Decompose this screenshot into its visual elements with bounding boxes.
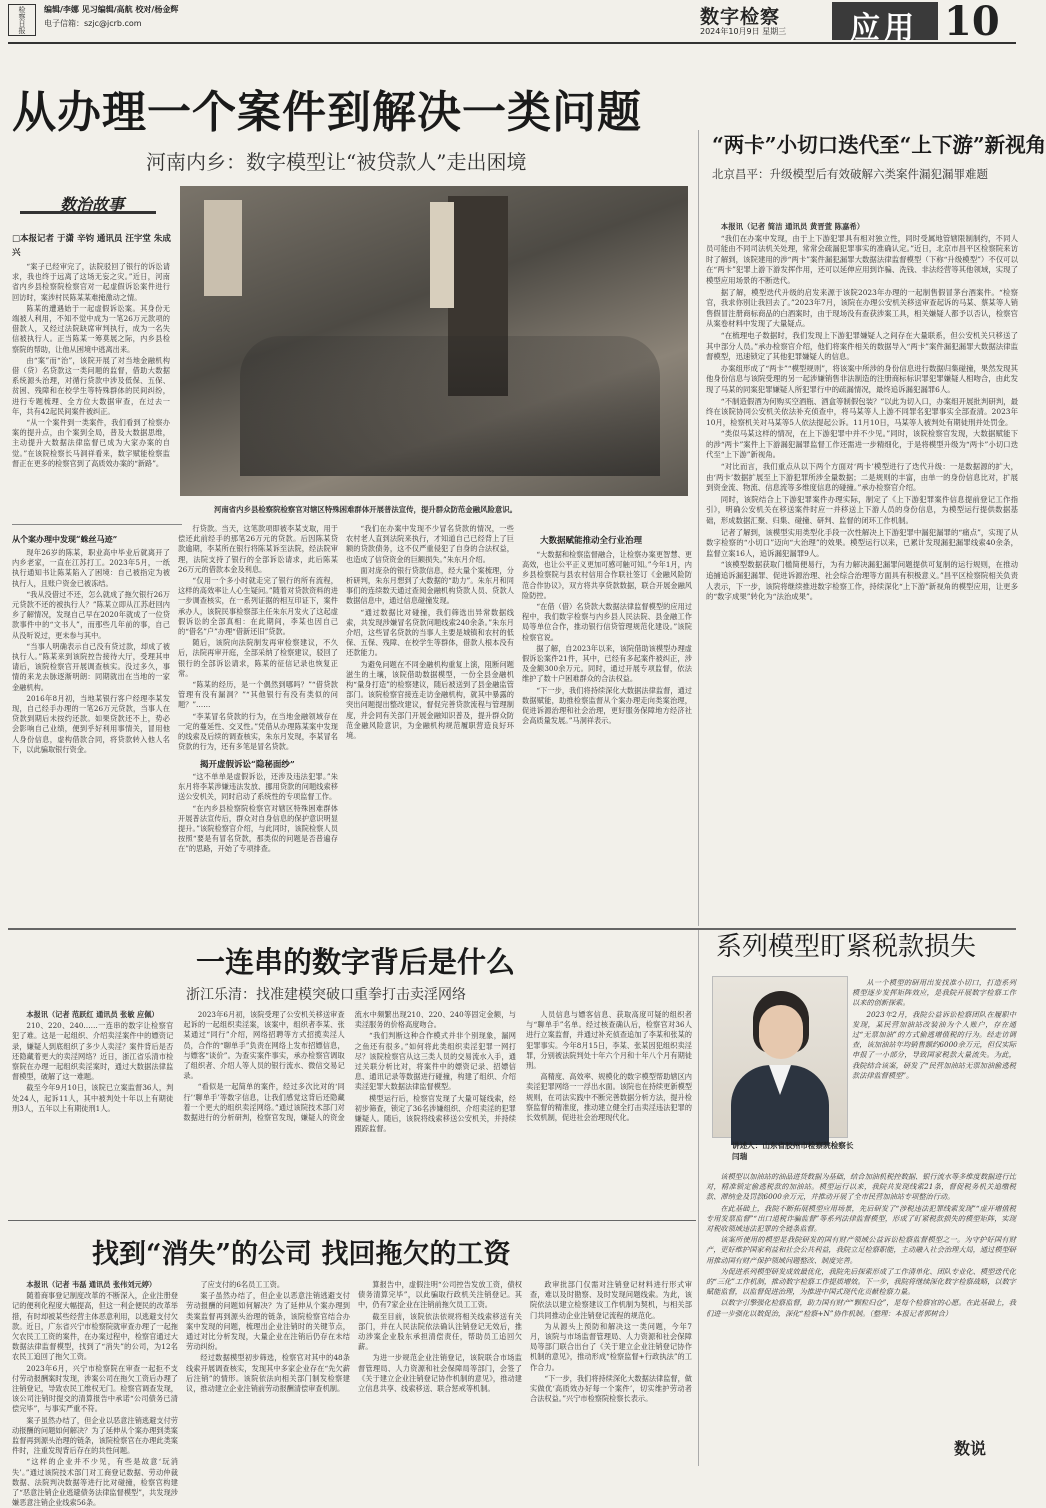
story5-col3	[358, 1280, 522, 1468]
lower-rule	[8, 1220, 696, 1221]
story3-right-column	[526, 1010, 692, 1216]
story1-lead	[12, 262, 170, 530]
story4-corner-tag: 数说	[954, 1439, 987, 1458]
paragraph: 在此基础上，我院不断拓展模型应用场景，先后研发了“涉税违法犯罪线索发现”“虚开增值税专用发票监督”“出口退税诈骗监督”等系列法律监督模型，形成了盯紧税款损失的模型矩阵，实现对税收领域违法犯罪的全链条监督。	[706, 1203, 1016, 1234]
story1-col3	[178, 524, 338, 752]
paragraph: “该模型数据获取门槛简便易行，为有力解决漏犯漏罪问题提供可复制的运行规则，在推动追捕追诉漏犯漏罪、促进诉源治理、社会综合治理等方面具有积极意义。”昌平区检察院相关负责人表示，下一步，该院将继续推进数字检察工作，持续深化“上下游”新视角的模型应用，让更多的“数字成果”转化为“法治成果”。	[706, 560, 1018, 602]
story1-title: 从办理一个案件到解决一类问题	[12, 87, 642, 138]
paragraph: “下一步，我们将持续深化大数据法律监督，通过数据赋能，助推检察监督从个案办理走向类案治理，促进诉源治理和社会治理，更好服务保障地方经济社会高质量发展。”马洞祥表示。	[522, 685, 692, 726]
paragraph: 2023年6月，兴宁市检察院在审查一起拒不支付劳动报酬案时发现，涉案公司在拖欠工资后办理了注销登记，导致农民工维权无门。检察官调查发现，该公司注销时提交的清算报告中承诺“公司债务已清偿完毕”，与事实严重不符。	[12, 1363, 178, 1414]
story4-portrait	[712, 976, 848, 1138]
paragraph: 由“案”而“治”，该院开展了对当地金融机构借（贷）名贷款这一类问题的监督，借助大数据系统源头治理，对循行贷款中涉及低保、五保、贫困、残障和在校学生等特殊群体的民间纠纷，进行专题梳理、全方位大数据审查，在过去一年，共有42起民间案件被纠正。	[12, 355, 170, 416]
paragraph: 据了解，自2023年以来，该院借助该模型办理虚假诉讼案件21件，其中，已经有多起案件被纠正，涉及金额300余万元。同时，通过开展专项监督，依法维护了数十户困难群众的合法权益。	[522, 643, 692, 684]
story1-col3-subheading: 揭开虚假诉讼“隐秘面纱”	[200, 760, 295, 770]
story3-title: 一连串的数字背后是什么	[196, 945, 516, 979]
paragraph: 以数字引擎强化检察监督，助力国有财产“颗粒归仓”，是每个检察官的心愿。在此基础上，我们进一步强化以数促治，深化“检察+N”协作机制。（整理：本报记者郭树合）	[706, 1298, 1016, 1318]
paragraph: 记者了解到，该模型实用类型化手段一次性解决上下游犯罪中漏犯漏罪的“痛点”，实现了从数字检察的“小切口”迈向“大治理”的效果。模型运行以来，已累计发现漏犯漏罪线索40余条，监督立案16人，追诉漏犯漏罪9人。	[706, 527, 1018, 558]
story1-photo	[180, 186, 688, 496]
paragraph: 为避免问题在不同金融机构重复上演，阻断问题滋生的土壤，该院借助数据模型，一份全县金融机构“量身打造”的检察建议，随后被送到了县金融监管部门。该院检察官接连走访金融机构，就其中暴露的突出问题提出整改建议，督促完善贷款流程与管理制度，并会同有关部门开展金融知识普及，提升群众防范金融风险意识，为金融机构规范履职营造良好环境。	[346, 659, 514, 741]
paragraph: 为从源头上预防和解决这一类问题，今年7月，该院与市场监督管理局、人力资源和社会保障局等部门联合出台了《关于建立企业注销登记协作机制的意见》，推动形成“检察监督+行政执法”的工作合力。	[530, 1321, 692, 1372]
photo-crowd	[240, 336, 660, 476]
paragraph: “我从没借过不还，怎么就成了拖欠银行26万元贷款不还的被执行人？”陈某立即从江苏赶回内乡了解情况，发现自己早在2020年就成了一位贷款事件中的“文书人”，而那些几年前的事，自己从没听说过，更未参与其中。	[12, 589, 170, 640]
story3-body	[12, 1010, 516, 1216]
paragraph: “我们判断这种合作模式并非个别现象，漏网之鱼还有很多。”如何将此类组织卖淫犯罪一网打尽？该院检察官从这三类人员的交易流水入手，通过关联分析比对，将案件中的嫖资记录、招嫖信息、通讯记录等数据进行碰撞，构建了组织、介绍卖淫犯罪大数据法律监督模型。	[354, 1031, 516, 1092]
paragraph: “我们在办案中发现不少冒名贷款的情况，一些农村老人直到法院来执行，才知道自己已经背上了巨额的贷款债务，这不仅严重侵犯了自身的合法权益，也造成了信贷资金的巨额损失。”朱东月介绍。	[346, 524, 514, 564]
paragraph: 为促进系列模型研发成效最优化，我院先后探索形成了工作清单化、团队专业化、模型迭代化的“三化”工作机制，推动数字检察工作提质增效。下一步，我院将继续深化数字检察战略，以数字赋能监督，以监督促进治理，为推进中国式现代化贡献检察力量。	[706, 1266, 1016, 1297]
paragraph: “下一步，我们将持续深化大数据法律监督，做实做优‘高质效办好每一个案件’，切实维护劳动者合法权益。”兴宁市检察院检察长表示。	[530, 1373, 692, 1404]
story2-body	[706, 222, 1018, 922]
paragraph: 随着商事登记制度改革的不断深入，企业注册登记的便利化程度大幅提高，但这一利企便民的改革举措，有时却被某些经营主体恶意利用，以逃避支付欠款。近日，广东省兴宁市检察院就审查办理了一起拖欠农民工工资的案件，在办案过程中，检察官通过大数据法律监督模型，找到了“消失”的公司，为12名农民工追回了拖欠工资。	[12, 1291, 178, 1362]
story3-byline: 本报讯（记者 范跃红 通讯员 张敏 应佩）	[26, 1010, 159, 1019]
paragraph: 政审批部门仅需对注销登记材料进行形式审查，难以及时勘察、及时发现问题线索。为此，该院依法以建立检察建议工作机制为契机，与相关部门共同推动企业注销登记流程的规范化。	[530, 1280, 692, 1320]
paragraph: 案子虽然办结了，但企业以恶意注销逃避支付劳动报酬的问题如何解决？为了延伸从个案办理到类案监督再到源头治理的链条，该院检察官结合办案中发现的问题，梳理出企业注销时的关键节点，通过对比分析发现，大量企业在注销后仍存在未结劳动纠纷。	[186, 1291, 350, 1352]
paragraph: 面对庞杂的银行贷款信息，经大量个案梳理，分析研判，朱东月想到了大数据的“助力”。朱东月和同事们的连续数天通过查阅金融机构贷款人员、贷款人数据信息中，通过信息碰撞发现。	[346, 565, 514, 606]
header-page-number: 10	[944, 0, 1000, 45]
column-divider	[698, 130, 699, 926]
header-category: 应用	[850, 11, 918, 46]
story4-body	[706, 1172, 1016, 1434]
header-rule	[8, 42, 1016, 44]
paragraph: “这样的企业并不少见，有些是故意‘玩消失’。”通过该院技术部门对工商登记数据、劳动仲裁数据、法院判决数据等进行比对碰撞，检察官构建了“恶意注销企业逃避债务法律监督模型”，共发现涉嫌恶意注销企业线索56条。	[12, 1457, 178, 1508]
story1-col3-cont	[178, 772, 338, 922]
paragraph: “从一个案件到一类案件，我们看到了检察办案的提升点，由个案到全局，普及大数据思维，主动提升大数据法律监督已成为大家办案的自觉。”在该院检察长马洞祥看来，数字赋能检察监督正在更多的检察官到了高质效办案的“新路”。	[12, 418, 170, 468]
header-section: 数字检察	[700, 6, 781, 28]
story1-byline: □本报记者 于潇 辛钧 通讯员 汪宇堂 朱成兴	[12, 234, 171, 258]
story4-portrait-caption: 讲述人：山东省胶州市检察院检察长 闫瑞	[732, 1141, 854, 1161]
paragraph: “在梳理电子数据时，我们发现上下游犯罪嫌疑人之间存在大量联系，但公安机关只移送了其中部分人员。”承办检察官介绍，他们将案件相关的数据导入“两卡”案件漏犯漏罪大数据法律监督模型，迅速锁定了其他犯罪嫌疑人的信息。	[706, 330, 1018, 362]
paragraph: 经过数据模型初步筛选，检察官对其中的48条线索开展调查核实，发现其中多家企业存在“先欠薪后注销”的情形。该院依法向相关部门制发检察建议，推动建立企业注销前劳动报酬清偿审查机制。	[186, 1353, 350, 1394]
story1-bottom-rule	[12, 524, 182, 525]
header-staff: 编辑/李娜 见习编辑/高航 校对/杨金辉	[44, 5, 179, 14]
story1-col4	[346, 524, 514, 924]
paragraph: “类似马某这样的情况，在上下游犯罪中并不少见。”同时，该院检察官发现，大数据赋能下的涉“两卡”案件上下游漏犯漏罪监督工作还需进一步精细化，于是将模型升级为“两卡”小切口迭代至“上下游”新视角。	[706, 429, 1018, 460]
paragraph: 从一个模型的研用出发找准小切口，打造系列模型逐步发挥矩阵效应，是我院开展数字检察工作以来的创新探索。	[852, 978, 1016, 1008]
paragraph: “不制造假酒为何购买空酒瓶、酒盒等制假包装？”以此为切入口，办案组开展批判研判，最终在该院协同公安机关依法补充侦查中，将马某等人上游不同罪名犯罪事实全部查清。2023年10月，检察机关对马某等5人依法提起公诉。11月10日，马某等人被判处有期徒刑并处罚金。	[706, 396, 1018, 427]
paragraph: “看似是一起简单的案件，经过多次比对的‘同行’‘聊单手’等数字信息，让我们感觉这背后还隐藏着一个更大的组织卖淫网络。”通过该院技术部门对数据进行的分析研判，检察官发现，嫌疑人的资金流水中频繁出现210、220、240等固定金额，与卖淫服务的价格高度吻合。	[183, 1010, 516, 1123]
portrait-face	[759, 1005, 803, 1059]
paragraph: “陈某的经历，是一个偶然到哪吗？”“借贷款管理有没有漏洞？”“其他银行有没有类似的问题？”……	[178, 680, 338, 710]
paragraph: 据了解，模型迭代升级的启发来源于该院2023年办理的一起制售假冒茅台酒案件。“检察官，我求你别让我回去了。”2023年7月，该院在办理公安机关移送审查起诉的马某、蔡某等人销售假冒注册商标商品的白酒案时，由于现场没有查获涉案工具，相关嫌疑人都予以否认，检察官从案卷材料中发现了大量疑点。	[706, 287, 1018, 329]
paragraph: 截至目前，该院依法依规将相关线索移送有关部门，并在人民法院依法确认注销登记无效后，推动涉案企业股东承担清偿责任，帮助员工追回欠薪。	[358, 1311, 522, 1352]
paragraph: 该案所使用的模型是我院研发的国有财产领域公益诉讼检察监督模型之一。为守护好国有财产，更好维护国家利益和社会公共利益，我院立足检察职能，主动融入社会治理大局，通过模型研用推动国有财产保护领域问题整改、制度完善。	[706, 1235, 1016, 1265]
paragraph: 模型运行后，检察官发现了大量可疑线索，经初步筛查，锁定了36名涉嫌组织、介绍卖淫的犯罪嫌疑人。随后，该院将线索移送公安机关，并持续跟踪监督。	[354, 1093, 516, 1134]
story2-subtitle: 北京昌平：升级模型后有效破解六类案件漏犯漏罪难题	[712, 167, 988, 181]
paragraph: “当事人明确表示自己没有贷过款，却成了被执行人。”陈某来到该院控告接待大厅，受理其申请后，该院检察官开展调查核实。没过多久，事情的来龙去脉逐渐明朗：同期就出在当地的一家金融机构。	[12, 641, 170, 692]
paragraph: “李某冒名贷款的行为，在当地金融领域存在一定的蔓延性、交叉性。”凭借从办理陈某案中发现的线索及后续的调查核实，朱东月发现，李某冒名贷款的行为，还有多笔是冒名贷款。	[178, 711, 338, 752]
paragraph: 该模型以加油站的油品进货数据为基础，结合加油机税控数据、银行流水等多维度数据进行比对，精准锁定偷逃税款的加油站。模型运行以来，我院共发现线索21条，督促税务机关追缴税款、滞纳金及罚款6000余万元，并推动开展了全市民营加油站专项整治行动。	[706, 1172, 1016, 1202]
header-email: 电子信箱：szjc@jcrb.com	[44, 19, 142, 28]
paragraph: 同时，该院结合上下游犯罪案件办理实际，制定了《上下游犯罪案件信息提前登记工作指引》，明确公安机关在移送案件时应一并移送上下游人员的身份信息，为模型运行提供数据基础，形成数据汇聚、归集、碰撞、研判、监督的闭环工作机制。	[706, 494, 1018, 526]
photo-wall-sign	[430, 202, 454, 308]
paragraph: 算报告中，虚假注明“公司控告发放工资，债权债务清算完毕”，以此骗取行政机关注销登记。其中，仍有7家企业在注销前拖欠员工工资。	[358, 1280, 522, 1310]
paragraph: “我们在办案中发现，由于上下游犯罪具有相对独立性，同时受属地管辖限制制约，不同人员可能由不同司法机关处理，常常会疏漏犯罪事实的准确认定。”近日，北京市昌平区检察院来访时了解到，该院建用的涉“两卡”案件漏犯漏罪大数据法律监督模型（下称“升级模型”）不仅可以在“两卡”犯罪上游下游发挥作用，还可以延伸应用到诈骗、洗钱、非法经营等其他领域，实现了模型应用场景的不断迭代。	[706, 233, 1018, 285]
paragraph: “这不单单是虚假诉讼，还涉及违法犯罪。”朱东月将李某涉嫌违法发放、挪用贷款的问题线索移送公安机关，同时启动了系统性的专项监督工作。	[178, 772, 338, 802]
story5-col2	[186, 1280, 350, 1468]
paragraph: 高精度、高效率、规模化的数字模型帮助辖区内卖淫犯罪网络一一浮出水面。该院也在持续更新模型规则，在司法实践中不断完善数据分析方法，提升检察监督的精准度，推动建立健全打击卖淫违法犯罪的长效机制，促进社会治理现代化。	[526, 1072, 692, 1123]
story5-col4	[530, 1280, 692, 1468]
paragraph: 2016年8月初，当地某银行客户经理李某发现，自己经手办理的一笔26万元贷款，当事人在贷款到期后未按约还款。如果贷款还不上，势必会影响自己业绩，便到乎好利用事情关，冒用他人身份信息，虚构借款合同，将贷款转入他人名下，以此骗取银行资金。	[12, 693, 170, 754]
story1-col5-subheading: 大数据赋能推动全行业治理	[540, 536, 643, 546]
paragraph: “在借（借）名贷款大数据法律监督模型的应用过程中，我们数字检察与内乡县人民法院、县金融工作局等单位合作，推动银行信贷管理规范化建设。”该院检察官说。	[522, 602, 692, 642]
column-divider	[698, 930, 699, 1466]
paragraph: 人员信息与嫖客信息、获取高度可疑的组织者与“聊单手”名单。经过核查确认后，检察官对36人进行立案监督，并通过补充侦查追加了李某和张某的犯罪事实。今年8月15日，李某、张某因犯组织卖淫罪，分别被法院判处十年六个月和十年八个月有期徒刑。	[526, 1010, 692, 1071]
paragraph: 办案组形成了“两卡”“模型规则”，将该案中所涉的身份信息进行数据归集碰撞，果然发现其他身份信息与该院受理的另一起涉嫌销售非法制造的注册商标标识罪犯罪嫌疑人相吻合，由此发现了马某的同案犯罪嫌疑人所犯罪行中的疏漏情况，最终追诉漏犯漏罪6人。	[706, 363, 1018, 394]
paragraph: 为进一步规范企业注销登记，该院联合市场监督管理局、人力资源和社会保障局等部门，会签了《关于建立企业注销登记协作机制的意见》，推动建立信息共享、线索移送、联合惩戒等机制。	[358, 1353, 522, 1394]
paragraph: 随后，该院向法院制发再审检察建议，不久后，法院再审开庭，全部采纳了检察建议，驳回了银行的全部诉讼请求，陈某的征信记录也恢复正常。	[178, 638, 338, 678]
story1-col2-subheading: 从个案办理中发现“蛛丝马迹”	[12, 534, 118, 544]
story1-column-tag: 数治故事	[20, 192, 156, 214]
paragraph: “在内乡县检察院检察官对辖区特殊困难群体开展普法宣传后，群众对自身信息的保护意识明显提升。”该院检察官介绍，与此同时，该院检察人员按照“要是有冒名贷款，那类似的问题是否普遍存在”的思路，开始了专项排查。	[178, 803, 338, 854]
story3-subtitle: 浙江乐清：找准建模突破口重拳打击卖淫网络	[186, 987, 466, 1003]
paragraph: 陈某的遭遇始于一起虚假诉讼案。其身份无端被人利用，不知不觉中成为一笔26万元款项的借款人，又经过法院缺席审判执行，成为一名失信被执行人。正当陈某一筹莫展之际，内乡县检察院的帮助，让他从困境中逃离出来。	[12, 303, 170, 354]
paragraph: 现年26岁的陈某，职业高中毕业后就离开了内乡老家，一直在江苏打工。2023年5月，一纸执行通知书让陈某陷入了困境：自己被指定为被执行人，且账户资金已被冻结。	[12, 548, 170, 588]
paragraph: 2023年6月初，该院受理了公安机关移送审查起诉的一起组织卖淫案，该案中，组织者李某、张某通过“同行”介绍，网络招聘等方式招揽卖淫人员，合作的“聊单手”负责在网络上发布招嫖信息，与嫖客“谈价”。为查实案件事实，承办检察官调取了组织者、介绍人等人员的银行流水、微信交易记录。	[183, 1010, 345, 1081]
story1-photo-caption: 河南省内乡县检察院检察官对辖区特殊困难群体开展普法宣传，提升群众防范金融风险意识。	[214, 505, 518, 514]
paragraph: 案子虽然办结了，但企业以恶意注销逃避支付劳动报酬的问题如何解决？为了延伸从个案办理到类案监督再到源头治理的链条，该院检察官在办理此类案件时，注重发现背后存在的共性问题。	[12, 1415, 178, 1456]
paragraph: “对比而言，我们重点从以下两个方面对‘两卡’模型进行了迭代升级：一是数据源的扩大，由‘两卡’数据扩展至上下游犯罪所涉全量数据；二是规则的丰富，由单一的身份信息比对，扩展到资金流、物流、信息流等多维度信息的碰撞。”承办检察官介绍。	[706, 462, 1018, 493]
story5-byline: 本报讯（记者 韦磊 通讯员 张伟刘元婷）	[26, 1280, 157, 1289]
photo-door-sign	[204, 200, 242, 296]
paragraph: 截至今年9月10日，该院已立案监督36人，判处24人，起诉11人，其中被判处十年以上有期徒刑3人，五年以上有期徒刑1人。	[12, 1083, 174, 1113]
story2-byline: 本报讯（记者 简洁 通讯员 黄晋萱 陈嘉希）	[720, 222, 865, 231]
story1-col2	[12, 548, 170, 920]
story4-intro	[852, 978, 1016, 1170]
paragraph: 2023年2月，我院公益诉讼检察团队在履职中发现，某民营加油站改装油为个人账户，存在通过“无票加油”的方式偷逃增值税的行为。经走访调查，该加油站年均销售额约6000余万元，但仅实际申报了一小部分，导致国家税款大量流失。为此，我院结合该案，研发了“民营加油站无票加油偷逃税款法律监督模型”。	[852, 1009, 1016, 1080]
paragraph: “大数据和检察监督融合，让检察办案更智慧、更高效，也让公平正义更加可感可触可知。”今年1月，内乡县检察院与县农村信用合作联社签订《金融风险防范合作协议》，双方将共享贷款数据，联合开展金融风险防控。	[522, 550, 692, 600]
story4-title: 系列模型盯紧税款损失	[716, 932, 977, 962]
paragraph: 行贷款。当天，这笔款项即被李某支取，用于偿还此前经手的那笔26万元的贷款。后因陈某贷款逾期，李某所在银行将陈某诉至法院，经法院审理，法院支持了银行的全部诉讼请求，此后陈某26万元的借款本金及利息。	[178, 524, 338, 574]
paragraph: “仅用一个多小时就走完了银行的所有流程，这样的高效率让人心生疑问。”随着对贷款资料的进一步调查核实，在一系列证据的相互印证下，案件承办人，该院民事检察部主任朱东月发火了这起虚假诉讼的全部真相：在此期间，李某也因自己的“借名”户”办理“借新还旧”贷款。	[178, 576, 338, 637]
paragraph: “通过数据比对碰撞，我们筛选出异常数据线索，共发现涉嫌冒名贷款问题线索240余条。”朱东月介绍，这些冒名贷款的当事人主要是城镇和农村的低保、五保、残障、在校学生等群体，借款人根本没有还款能力。	[346, 607, 514, 658]
masthead-logo: 检察日报	[8, 4, 36, 36]
story2-title: “两卡”小切口迭代至“上下游”新视角	[712, 133, 1046, 157]
story1-subtitle: 河南内乡：数字模型让“被贷款人”走出困境	[146, 150, 527, 174]
story1-col5	[522, 550, 692, 924]
paragraph: “案子已经审完了，法院驳回了银行的诉讼请求，我也终于远离了这场无妄之灾。”近日，河南省内乡县检察院检察官对一起虚假诉讼案件进行回访时，案涉村民陈某某难掩激动之情。	[12, 262, 170, 302]
paragraph: 210、220、240……一连串的数字让检察官犯了难。这是一起组织、介绍卖淫案件中的嫖资记录，嫌疑人到底组织了多少人卖淫？案件背后是否还隐藏着更大的卖淫网络？近日，浙江省乐清市检察院在办理一起组织卖淫案时，通过大数据法律监督模型，破解了这一难题。	[12, 1021, 174, 1082]
header-date: 2024年10月9日 星期三	[700, 27, 787, 36]
paragraph: 了应支付的6名员工工资。	[200, 1280, 285, 1289]
story5-title: 找到“消失”的公司 找回拖欠的工资	[92, 1239, 511, 1270]
story5-col1	[12, 1280, 178, 1508]
